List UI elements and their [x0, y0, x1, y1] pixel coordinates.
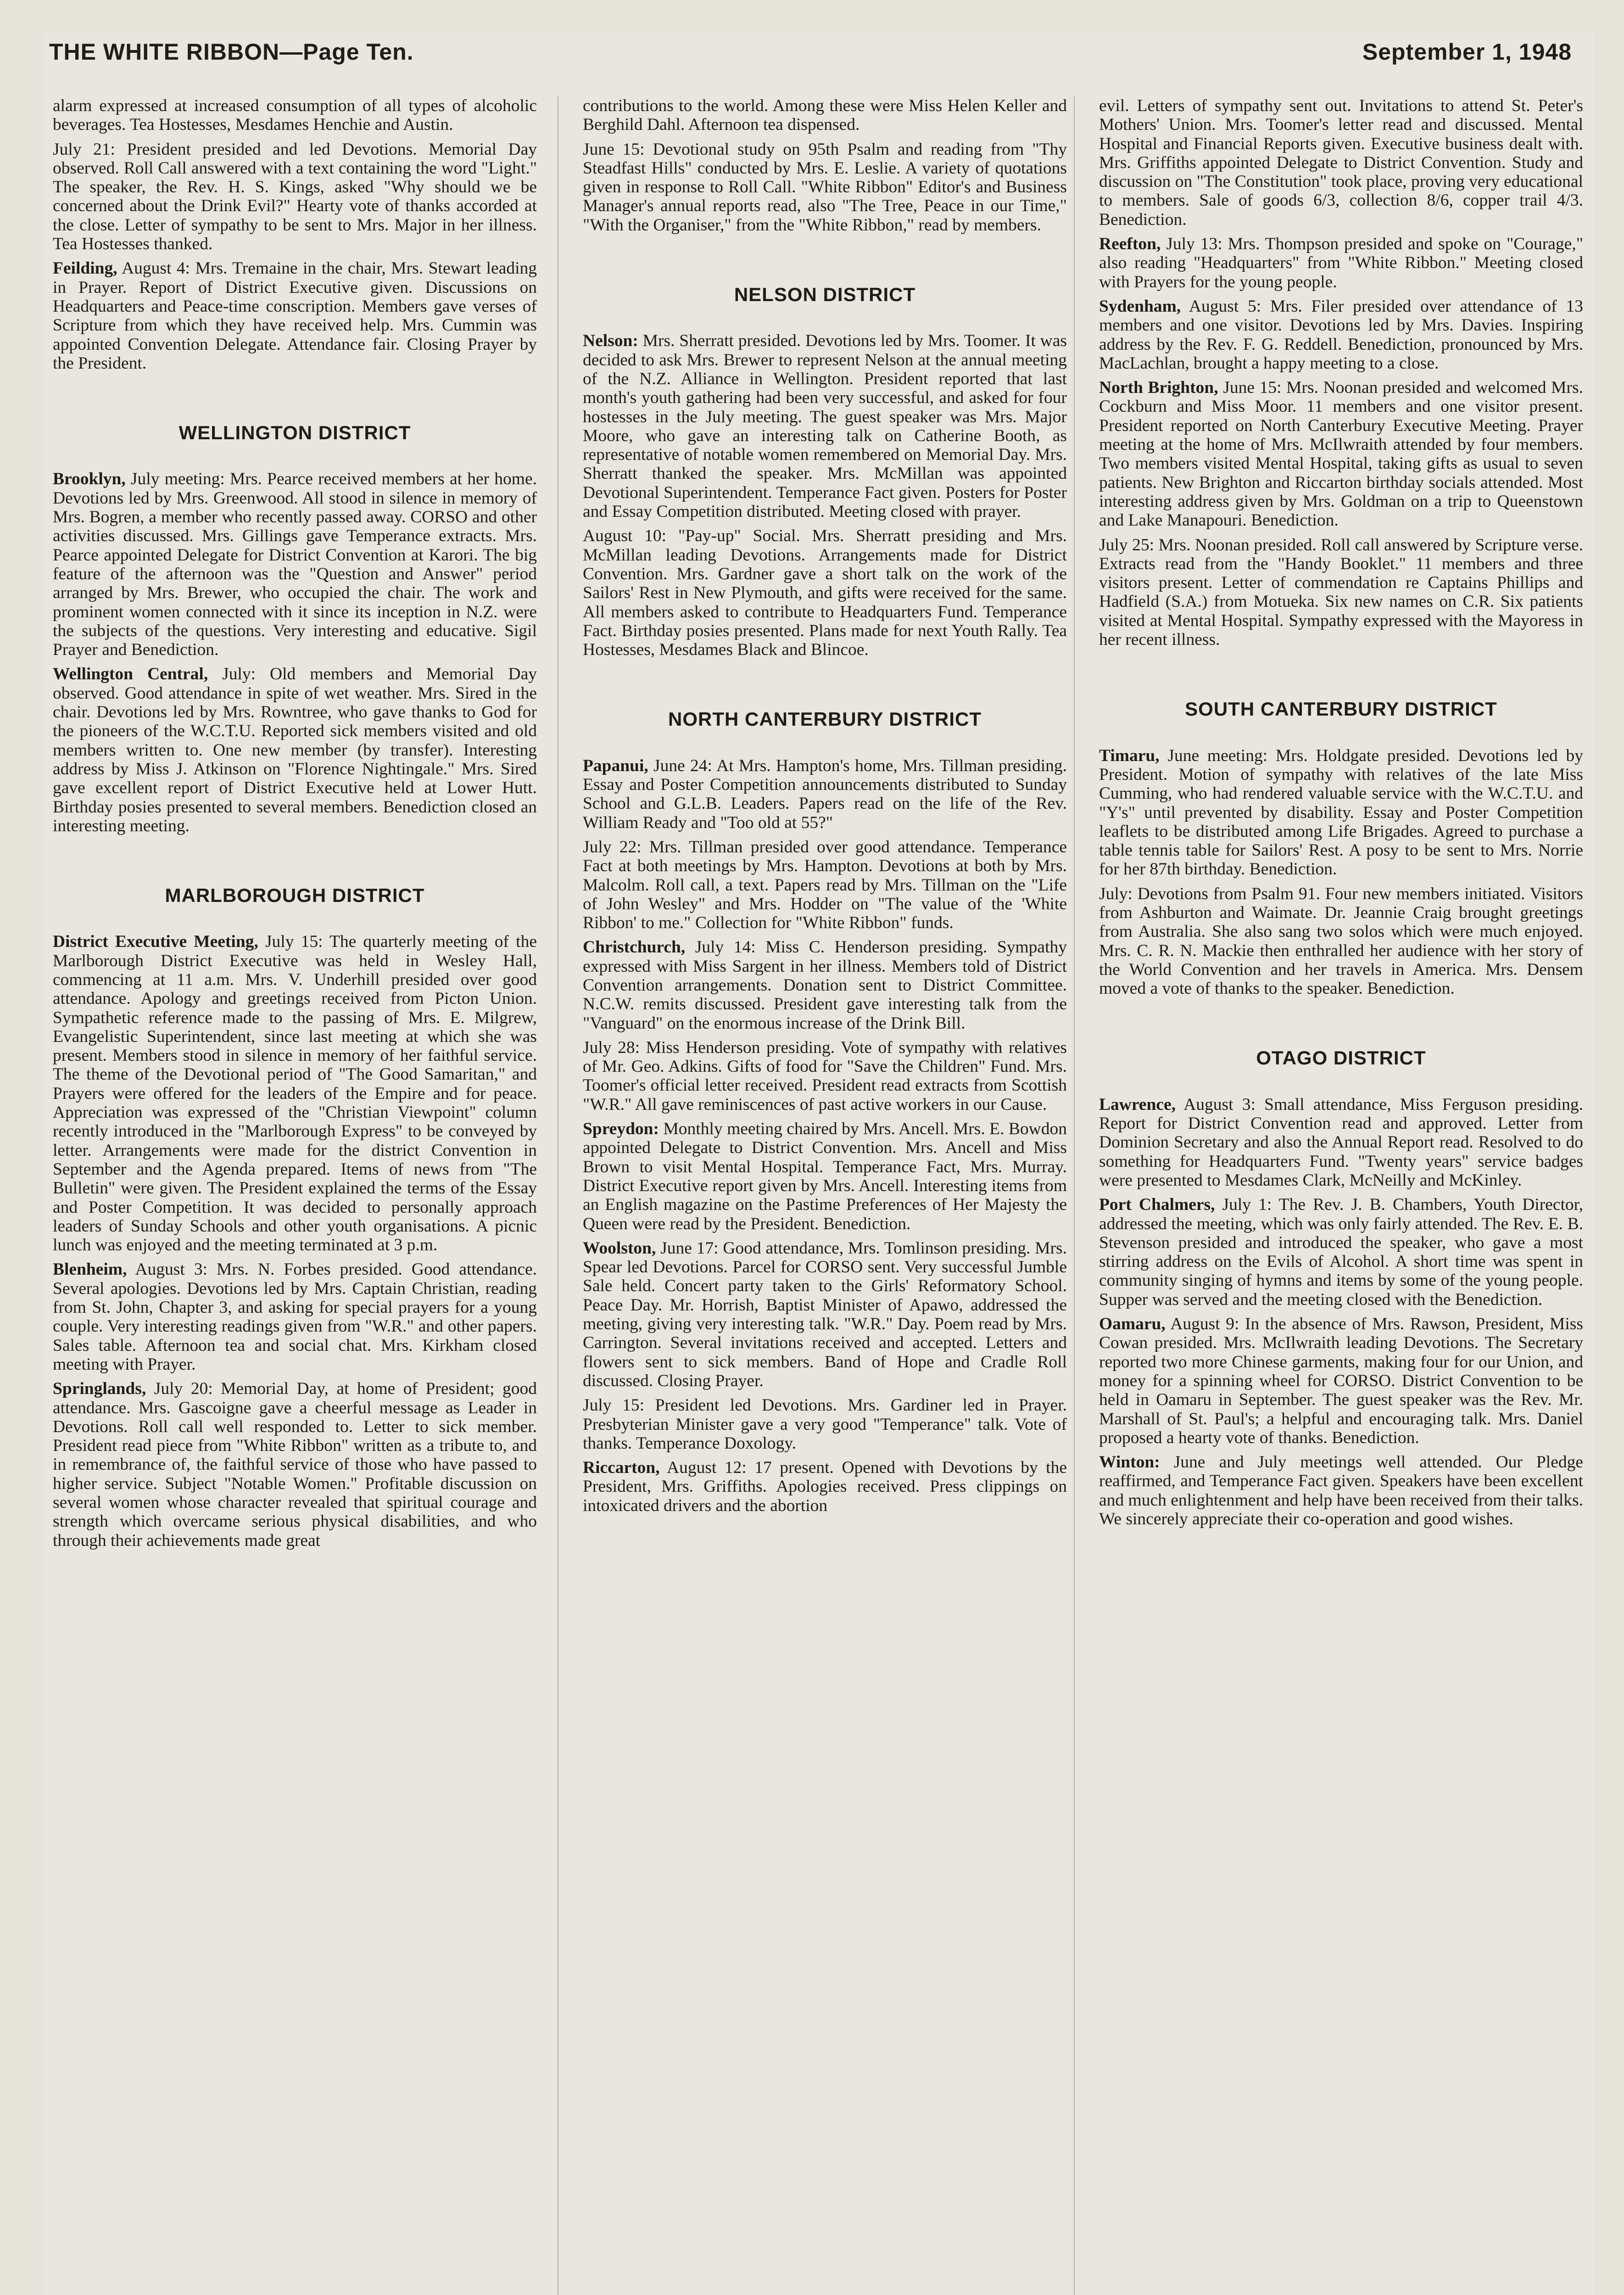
- report-text: alarm expressed at increased consumption of all types of alcoholic beverages. Tea Hostesses, Mesdames Henchie and Austin.: [53, 96, 537, 134]
- report-text: evil. Letters of sympathy sent out. Invitations to attend St. Peter's Mothers' Union. Mrs. Toomer's letter read and discussed. Mental Hospital and Financial Reports given. Executive business dealt with. Mrs. Griffiths appointed Delegate to District Convention. Study and discussion on "The Constitution" took place, proving very educational to members. Sale of goods 6/3, collection 8/6, copper trail 4/3. Benediction.: [1099, 96, 1583, 229]
- report-paragraph: [53, 932, 537, 1254]
- article-columns: [44, 96, 1595, 2295]
- report-paragraph: [1099, 297, 1583, 373]
- report-paragraph: [53, 96, 537, 134]
- report-paragraph: [1099, 1195, 1583, 1309]
- report-text: July 1: The Rev. J. B. Chambers, Youth Director, addressed the meeting, which was only fairly attended. The Rev. E. B. Stevenson presided and introduced the speaker, who gave a most stirring address on the Evils of Alcohol. A short time was spent in community singing of hymns and items by some of the young people. Supper was served and the meeting closed with the Benediction.: [1099, 1195, 1583, 1309]
- report-text: August 5: Mrs. Filer presided over attendance of 13 members and one visitor. Devotions led by Mrs. Davies. Inspiring address by the Rev. F. G. Reddell. Benediction, pronounced by Mrs. MacLachlan, brought a happy meeting to a close.: [1099, 297, 1583, 373]
- branch-name: Feilding,: [53, 259, 117, 278]
- report-text: July 14: Miss C. Henderson presiding. Sympathy expressed with Miss Sargent in her illness. Members told of District Convention arrangements. Donation sent to District Committee. N.C.W. remits discussed. President gave interesting talk from the "Vanguard" on the enormous increase of the Drink Bill.: [583, 938, 1067, 1033]
- report-text: August 9: In the absence of Mrs. Rawson, President, Miss Cowan presided. Mrs. McIlwraith leading Devotions. The Secretary reported two more Chinese garments, making four for our Union, and money for a spinning wheel for CORSO. District Convention to be held in Oamaru in September. The guest speaker was the Rev. Mr. Marshall of St. Paul's; a helpful and encouraging talk. Mrs. Daniel proposed a hearty vote of thanks. Benediction.: [1099, 1315, 1583, 1447]
- report-text: August 10: "Pay-up" Social. Mrs. Sherratt presiding and Mrs. McMillan leading Devotions. Arrangements made for District Convention. Mrs. Gardner gave a short talk on the work of the Sailors' Rest in New Plymouth, and gifts were received for the same. All members asked to contribute to Headquarters Fund. Temperance Fact. Birthday posies presented. Plans made for next Youth Rally. Tea Hostesses, Mesdames Black and Blincoe.: [583, 526, 1067, 660]
- report-text: July 15: President led Devotions. Mrs. Gardiner led in Prayer. Presbyterian Minister gave a very good "Temperance" talk. Vote of thanks. Temperance Doxology.: [583, 1396, 1067, 1453]
- report-text: Mrs. Sherratt presided. Devotions led by Mrs. Toomer. It was decided to ask Mrs. Brewer to represent Nelson at the annual meeting of the N.Z. Alliance in Wellington. President reported that last month's youth gathering had been very successful, and asked for four hostesses in the July meeting. The guest speaker was Mrs. Major Moore, who gave an interesting talk on Catherine Booth, as representative of notable women remembered on Memorial Day. Mrs. Sherratt thanked the speaker. Mrs. McMillan was appointed Devotional Superintendent. Temperance Fact given. Posters for Poster and Essay Competition distributed. Meeting closed with prayer.: [583, 331, 1067, 521]
- column-1: [53, 96, 537, 2295]
- report-paragraph: [583, 96, 1067, 134]
- branch-name: Blenheim,: [53, 1260, 127, 1279]
- report-text: June meeting: Mrs. Holdgate presided. Devotions led by President. Motion of sympathy with relatives of the late Miss Cumming, who had rendered valuable service with the W.C.T.U. and "Y's" until prevented by disability. Essay and Poster Competition leaflets to be distributed among Life Brigades. Agreed to purchase a table tennis table for Sailors' Rest. A posy to be sent to Mrs. Norrie for her 87th birthday. Benediction.: [1099, 746, 1583, 879]
- district-heading: NELSON DISTRICT: [734, 284, 916, 306]
- report-paragraph: [583, 756, 1067, 832]
- report-paragraph: [583, 838, 1067, 932]
- report-paragraph: [583, 938, 1067, 1032]
- report-text: July: Devotions from Psalm 91. Four new members initiated. Visitors from Ashburton and Waimate. Dr. Jeannie Craig brought greetings from Australia. She also sang two solos which were much enjoyed. Mrs. C. R. N. Mackie then enthralled her audience with her story of the World Convention and her travels in America. Mrs. Densem moved a vote of thanks to the speaker. Benediction.: [1099, 884, 1583, 998]
- report-text: July 20: Memorial Day, at home of President; good attendance. Mrs. Gascoigne gave a cheerful message as Leader in Devotions. Roll call well responded to. Letter to sick member. President read piece from "White Ribbon" written as a tribute to, and in remembrance of, the faithful service of those who have passed to higher service. Subject "Notable Women." Profitable discussion on several women whose character revealed that spiritual courage and strength which overcame serious physical disabilities, and who through their achievements made great: [53, 1379, 537, 1550]
- column-2: [583, 96, 1067, 2295]
- report-text: contributions to the world. Among these were Miss Helen Keller and Berghild Dahl. Afternoon tea dispensed.: [583, 96, 1067, 134]
- branch-name: North Brighton,: [1099, 378, 1218, 397]
- branch-name: Christchurch,: [583, 938, 686, 957]
- report-text: August 12: 17 present. Opened with Devotions by the President, Mrs. Griffiths. Apologies received. Press clippings on intoxicated drivers and the abortion: [583, 1458, 1067, 1515]
- report-paragraph: [1099, 746, 1583, 879]
- report-paragraph: [583, 1458, 1067, 1515]
- report-paragraph: [583, 526, 1067, 659]
- report-paragraph: [1099, 378, 1583, 530]
- report-paragraph: [53, 259, 537, 373]
- report-paragraph: [583, 1038, 1067, 1114]
- report-text: June and July meetings well attended. Our Pledge reaffirmed, and Temperance Fact given. Speakers have been excellent and much enlightenment and help have been received from their talks. We sincerely appreciate their co-operation and good wishes.: [1099, 1453, 1583, 1528]
- report-text: July 21: President presided and led Devotions. Memorial Day observed. Roll Call answered with a text containing the word "Light." The speaker, the Rev. H. S. Kings, asked "Why should we be concerned about the Drink Evil?" Hearty vote of thanks accorded at the close. Letter of sympathy to be sent to Mrs. Major in her illness. Tea Hostesses thanked.: [53, 140, 537, 254]
- column-rule: [1074, 96, 1075, 2295]
- issue-date: September 1, 1948: [1362, 39, 1572, 65]
- page-header: [44, 32, 1572, 69]
- report-paragraph: [53, 1260, 537, 1374]
- report-paragraph: [1099, 1315, 1583, 1447]
- report-text: July 25: Mrs. Noonan presided. Roll call answered by Scripture verse. Extracts read from the "Handy Booklet." 11 members and three visitors present. Letter of commendation re Captains Phillips and Hadfield (S.A.) from Motueka. Six new names on C.R. Six patients visited at Mental Hospital. Sympathy expressed with the Mayoress in her recent illness.: [1099, 535, 1583, 649]
- report-text: July 22: Mrs. Tillman presided over good attendance. Temperance Fact at both meetings by Mrs. Hampton. Devotions at both by Mrs. Malcolm. Roll call, a text. Papers read by Mrs. Tillman on the "Life of John Wesley" and Mrs. Hodder on "The value of the 'White Ribbon' to me." Collection for "White Ribbon" funds.: [583, 837, 1067, 933]
- report-paragraph: [1099, 1453, 1583, 1528]
- branch-name: Woolston,: [583, 1238, 656, 1258]
- report-paragraph: [583, 140, 1067, 235]
- report-paragraph: [1099, 96, 1583, 229]
- report-text: July meeting: Mrs. Pearce received members at her home. Devotions led by Mrs. Greenwood. All stood in silence in memory of Mrs. Bogren, a member who recently passed away. CORSO and other activities discussed. Mrs. Gillings gave Temperance extracts. Mrs. Pearce appointed Delegate for District Convention at Karori. The big feature of the afternoon was the "Question and Answer" period arranged by Mrs. Brewer, who occupied the chair. The work and prominent women connected with it since its inception in N.Z. were the subjects of the questions. Very interesting and educative. Sigil Prayer and Benediction.: [53, 470, 537, 660]
- report-text: June 15: Mrs. Noonan presided and welcomed Mrs. Cockburn and Miss Moor. 11 members and one visitor present. President reported on North Canterbury Executive Meeting. Prayer meeting at the home of Mrs. McIlwraith attended by four members. Two members visited Mental Hospital, taking gifts as usual to seven patients. New Brighton and Riccarton birthday socials attended. Most interesting address given by Mrs. Goldman on a trip to Queenstown and Lake Manapouri. Benediction.: [1099, 378, 1583, 530]
- report-paragraph: [583, 1396, 1067, 1453]
- report-paragraph: [1099, 1095, 1583, 1190]
- report-text: July: Old members and Memorial Day observed. Good attendance in spite of wet weather. Mrs. Sired in the chair. Devotions led by Mrs. Rowntree, who gave thanks to God for the pioneers of the W.C.T.U. Reported sick members visited and old members written to. One new member (by transfer). Interesting address by Miss J. Atkinson on "Florence Nightingale." Mrs. Sired gave excellent report of District Executive held at Lower Hutt. Birthday posies presented to several members. Benediction closed an interesting meeting.: [53, 665, 537, 835]
- district-heading: OTAGO DISTRICT: [1256, 1047, 1426, 1069]
- report-paragraph: [583, 1120, 1067, 1233]
- branch-name: Spreydon:: [583, 1120, 659, 1139]
- report-paragraph: [53, 665, 537, 835]
- report-text: July 28: Miss Henderson presiding. Vote of sympathy with relatives of Mr. Geo. Adkins. Gifts of food for "Save the Children" Fund. Mrs. Toomer's official letter received. President read extracts from Scottish "W.R." All gave reminiscences of past active workers in our Cause.: [583, 1038, 1067, 1114]
- report-paragraph: [1099, 884, 1583, 998]
- branch-name: District Executive Meeting,: [53, 932, 258, 952]
- branch-name: Winton:: [1099, 1453, 1160, 1472]
- branch-name: Papanui,: [583, 756, 648, 775]
- district-heading: WELLINGTON DISTRICT: [179, 422, 411, 444]
- branch-name: Springlands,: [53, 1379, 146, 1399]
- report-paragraph: [1099, 235, 1583, 291]
- report-text: August 4: Mrs. Tremaine in the chair, Mrs. Stewart leading in Prayer. Report of District Executive given. Discussions on Headquarters and Peace-time conscription. Members gave verses of Scripture from which they have received help. Mrs. Cummin was appointed Convention Delegate. Attendance fair. Closing Prayer by the President.: [53, 259, 537, 373]
- report-text: August 3: Small attendance, Miss Ferguson presiding. Report for District Convention read and approved. Letter from Dominion Secretary and also the Annual Report read. Resolved to do something for Headquarters Fund. "Twenty years" service badges were presented to Mesdames Clark, McNeilly and McKinley.: [1099, 1095, 1583, 1190]
- report-paragraph: [53, 470, 537, 659]
- branch-name: Port Chalmers,: [1099, 1195, 1215, 1215]
- report-paragraph: [53, 1379, 537, 1550]
- newspaper-page: [44, 32, 1595, 2295]
- report-paragraph: [583, 331, 1067, 521]
- district-heading: NORTH CANTERBURY DISTRICT: [668, 708, 982, 730]
- report-text: June 15: Devotional study on 95th Psalm and reading from "Thy Steadfast Hills" conducted by Mrs. E. Leslie. A variety of quotations given in response to Roll Call. "White Ribbon" Editor's and Business Manager's annual reports read, also "The Tree, Peace in our Time," "With the Organiser," from the "White Ribbon," read by members.: [583, 140, 1067, 235]
- report-paragraph: [53, 140, 537, 254]
- branch-name: Sydenham,: [1099, 297, 1181, 316]
- report-paragraph: [1099, 536, 1583, 649]
- report-text: Monthly meeting chaired by Mrs. Ancell. Mrs. E. Bowdon appointed Delegate to District Convention. Mrs. Ancell and Miss Brown to visit Mental Hospital. Temperance Fact, Mrs. Murray. District Executive report given by Mrs. Ancell. Interesting items from an English magazine on the Pastime Preferences of Her Majesty the Queen were read by the President. Benediction.: [583, 1120, 1067, 1233]
- report-text: July 13: Mrs. Thompson presided and spoke on "Courage," also reading "Headquarters" from "White Ribbon." Meeting closed with Prayers for the young people.: [1099, 235, 1583, 291]
- branch-name: Oamaru,: [1099, 1315, 1166, 1334]
- branch-name: Reefton,: [1099, 235, 1161, 254]
- district-heading: MARLBOROUGH DISTRICT: [165, 884, 425, 907]
- branch-name: Wellington Central,: [53, 665, 208, 684]
- column-3: [1099, 96, 1583, 2295]
- report-text: June 24: At Mrs. Hampton's home, Mrs. Tillman presiding. Essay and Poster Competition announcements distributed to Sunday School and G.L.B. Leaders. Papers read on the life of the Rev. William Ready and "Too old at 55?": [583, 756, 1067, 832]
- report-text: July 15: The quarterly meeting of the Marlborough District Executive was held in Wesley Hall, commencing at 11 a.m. Mrs. V. Underhill presided over good attendance. Apology and greetings received from Picton Union. Sympathetic reference made to the passing of Mrs. E. Milgrew, Evangelistic Superintendent, since last meeting at which she was present. Members stood in silence in memory of her faithful service. The theme of the Devotional period of "The Good Samaritan," and Prayers were offered for the leaders of the Empire and for peace. Appreciation was expressed of the "Christian Viewpoint" column recently introduced in the "Marlborough Express" to be conveyed by letter. Arrangements were made for the district Convention in September and the Agenda prepared. Items of news from "The Bulletin" were given. The President explained the terms of the Essay and Poster Competition. It was decided to personally approach leaders of Sunday Schools and other youth organisations. A picnic lunch was enjoyed and the meeting terminated at 3 p.m.: [53, 932, 537, 1255]
- branch-name: Timaru,: [1099, 746, 1160, 765]
- report-paragraph: [583, 1239, 1067, 1390]
- masthead-title: THE WHITE RIBBON—Page Ten.: [49, 39, 414, 65]
- branch-name: Lawrence,: [1099, 1095, 1176, 1114]
- report-text: June 17: Good attendance, Mrs. Tomlinson presiding. Mrs. Spear led Devotions. Parcel for CORSO sent. Very successful Jumble Sale held. Concert party taken to the Girls' Reformatory School. Peace Day. Mr. Horrish, Baptist Minister of Apawo, addressed the meeting, giving very interesting talk. "W.R." Day. Poem read by Mrs. Carrington. Several invitations received and accepted. Letters and flowers sent to sick members. Band of Hope and Cradle Roll discussed. Closing Prayer.: [583, 1238, 1067, 1390]
- district-heading: SOUTH CANTERBURY DISTRICT: [1185, 698, 1497, 720]
- report-text: August 3: Mrs. N. Forbes presided. Good attendance. Several apologies. Devotions led by Mrs. Captain Christian, reading from St. John, Chapter 3, and asking for special prayers for a young couple. Very interesting readings given from "W.R." and other papers. Sales table. Afternoon tea and social chat. Mrs. Kirkham closed meeting with Prayer.: [53, 1260, 537, 1374]
- branch-name: Nelson:: [583, 331, 638, 351]
- branch-name: Riccarton,: [583, 1458, 660, 1478]
- branch-name: Brooklyn,: [53, 470, 126, 489]
